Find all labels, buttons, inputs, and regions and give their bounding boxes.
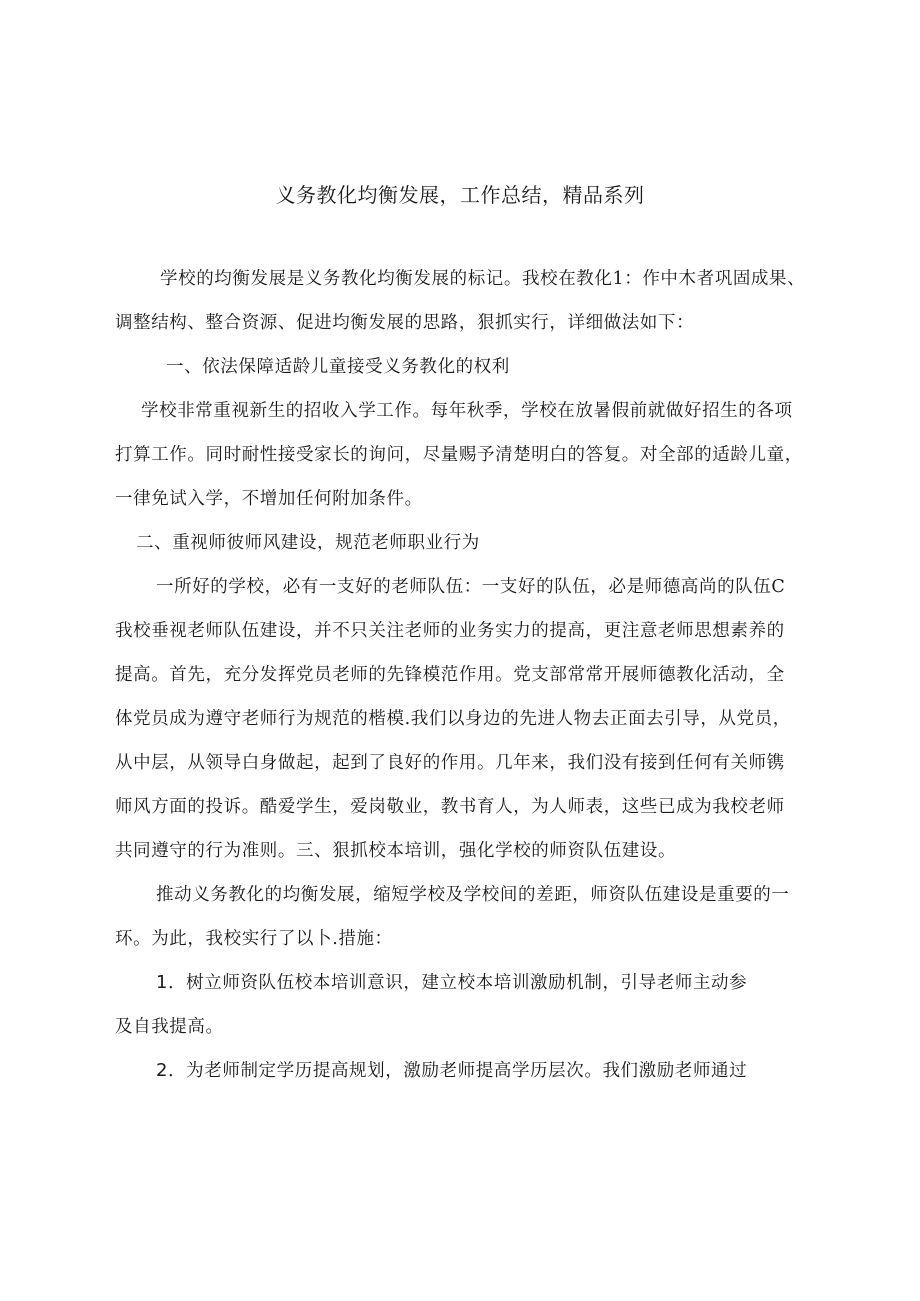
paragraph-line: 体党员成为遵守老师行为规范的楷模.我们以身边的先进人物去正面去引导，从党员，: [115, 709, 791, 729]
paragraph-line: 一所好的学校，必有一支好的老师队伍：一支好的队伍，必是师德高尚的队伍C: [156, 577, 786, 597]
section-heading: 一、依法保障适龄儿童接受义务教化的权利: [166, 357, 510, 377]
paragraph-line: 一律免试入学，不增加任何附加条件。: [115, 489, 423, 509]
list-item-text: ．树立师资队伍校本培训意识，建立校本培训激励机制，引导老师主动参: [168, 973, 748, 993]
paragraph-line: 我校垂视老师队伍建设，并不只关注老师的业务实力的提高，更注意老师思想素养的: [115, 621, 785, 641]
paragraph-line: 师风方面的投诉。酷爱学生，爱岗敬业，教书育人，为人师表，这些已成为我校老师: [115, 797, 785, 817]
paragraph-line: 推动义务教化的均衡发展，缩短学校及学校间的差距，师资队伍建设是重要的一: [156, 885, 790, 905]
paragraph-line: 打算工作。同时耐性接受家长的询问，尽量赐予清楚明白的答复。对全部的适龄儿童，: [115, 445, 803, 465]
document-title: 义务教化均衡发展，工作总结，精品系列: [275, 183, 645, 207]
section-heading: 二、重视师彼师风建设，规范老师职业行为: [136, 533, 480, 553]
paragraph-line: 调整结构、整合资源、促进均衡发展的思路，狠抓实行，详细做法如下：: [115, 313, 695, 333]
list-item-number: 2: [156, 1060, 169, 1081]
list-item-2: [156, 1058, 747, 1084]
paragraph-line: 及自我提高。: [115, 1017, 224, 1037]
list-item-number: 1: [156, 972, 169, 993]
list-item-1: [156, 970, 747, 996]
paragraph-line: 从中层，从领导白身做起，起到了良好的作用。几年来，我们没有接到任何有关师镌: [115, 753, 785, 773]
paragraph-line: 学校的均衡发展是义务教化均衡发展的标记。我校在教化1：作中木者巩固成果、: [160, 269, 806, 289]
paragraph-line: 环。为此，我校实行了以卜.措施：: [115, 929, 393, 949]
paragraph-line: 共同遵守的行为准则。三、狠抓校本培训，强化学校的师资队伍建设。: [115, 841, 677, 861]
list-item-text: ．为老师制定学历提高规划，激励老师提高学历层次。我们激励老师通过: [168, 1061, 748, 1081]
paragraph-line: 提高。首先，充分发挥党员老师的先锋模范作用。党支部常常开展师德教化活动，全: [115, 665, 785, 685]
paragraph-line: 学校非常重视新生的招收入学工作。每年秋季，学校在放暑假前就做好招生的各项: [141, 401, 793, 421]
